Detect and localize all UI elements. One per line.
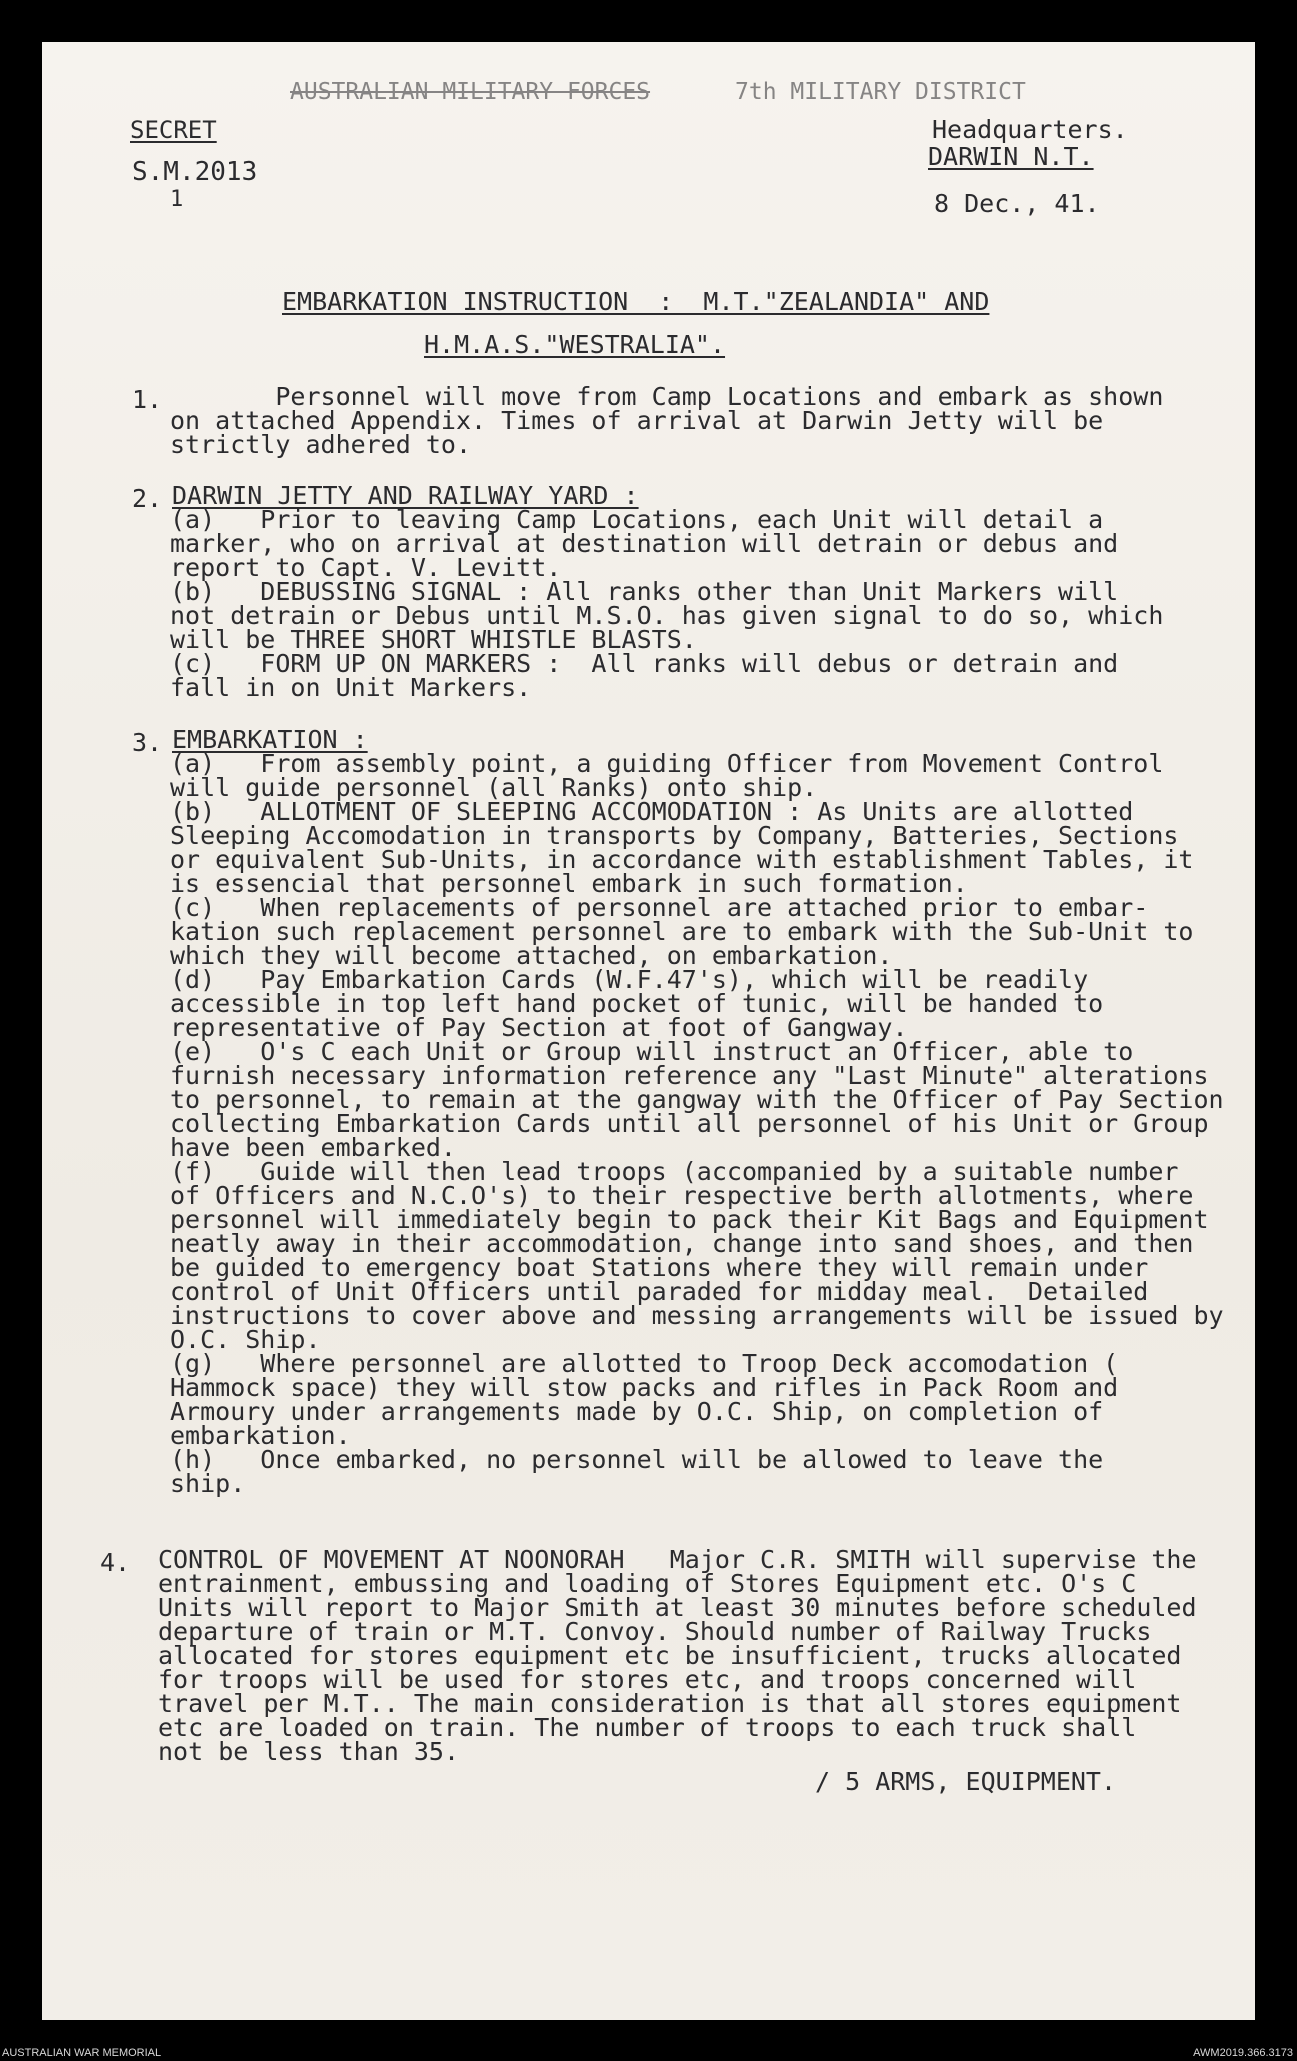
headquarters-label: Headquarters. xyxy=(932,115,1128,144)
text-line: (b) ALLOTMENT OF SLEEPING ACCOMODATION : As Units are allotted xyxy=(170,797,1134,826)
text-line: which they will become attached, on embarkation. xyxy=(170,941,893,970)
text-line: (e) O's C each Unit or Group will instruct an Officer, able to xyxy=(170,1037,1134,1066)
text-line: Units will report to Major Smith at least 30 minutes before scheduled xyxy=(158,1593,1197,1622)
section-4-number: 4. xyxy=(100,1548,131,1577)
section-1-body xyxy=(170,382,1170,459)
text-line: not be less than 35. xyxy=(158,1737,460,1766)
text-line: ship. xyxy=(170,1469,246,1498)
text-line: marker, who on arrival at destination will detrain or debus and xyxy=(170,529,1119,558)
headquarters-location: DARWIN N.T. xyxy=(928,142,1094,171)
text-line: embarkation. xyxy=(170,1421,351,1450)
text-line: kation such replacement personnel are to embark with the Sub-Unit to xyxy=(170,917,1194,946)
text-line: personnel will immediately begin to pack their Kit Bags and Equipment xyxy=(170,1205,1209,1234)
text-line: entrainment, embussing and loading of Stores Equipment etc. O's C xyxy=(158,1569,1137,1598)
text-line: is essencial that personnel embark in such formation. xyxy=(170,869,968,898)
text-line: (h) Once embarked, no personnel will be allowed to leave the xyxy=(170,1445,1104,1474)
org-line: AUSTRALIAN MILITARY FORCES xyxy=(290,79,651,105)
text-line: or equivalent Sub-Units, in accordance with establishment Tables, it xyxy=(170,845,1194,874)
section-2-heading: DARWIN JETTY AND RAILWAY YARD : xyxy=(172,481,639,510)
section-4-body xyxy=(158,1545,1197,1766)
text-line: accessible in top left hand pocket of tunic, will be handed to xyxy=(170,989,1104,1018)
text-line: to personnel, to remain at the gangway with the Officer of Pay Section xyxy=(170,1085,1224,1114)
text-line: representative of Pay Section at foot of Gangway. xyxy=(170,1013,908,1042)
text-line: (f) Guide will then lead troops (accompanied by a suitable number xyxy=(170,1157,1179,1186)
text-line: instructions to cover above and messing arrangements will be issued by xyxy=(170,1301,1224,1330)
text-line: be guided to emergency boat Stations where they will remain under xyxy=(170,1253,1149,1282)
secret-stamp: SECRET xyxy=(130,116,217,144)
text-line: departure of train or M.T. Convoy. Should number of Railway Trucks xyxy=(158,1617,1152,1646)
section-2-body xyxy=(170,505,1170,702)
text-line: fall in on Unit Markers. xyxy=(170,673,532,702)
text-line: neatly away in their accommodation, change into sand shoes, and then xyxy=(170,1229,1194,1258)
footer-accession-number: AWM2019.366.3173 xyxy=(1193,2047,1293,2059)
text-line: O.C. Ship. xyxy=(170,1325,321,1354)
text-line: strictly adhered to. xyxy=(170,430,472,459)
text-line: Sleeping Accomodation in transports by Company, Batteries, Sections xyxy=(170,821,1179,850)
text-line: (c) When replacements of personnel are attached prior to embar- xyxy=(170,893,1149,922)
text-line: etc are loaded on train. The number of troops to each truck shall xyxy=(158,1713,1137,1742)
org-line-2: 7th MILITARY DISTRICT xyxy=(735,79,1026,105)
text-line: of Officers and N.C.O's) to their respective berth allotments, where xyxy=(170,1181,1194,1210)
document-title-2: H.M.A.S."WESTRALIA". xyxy=(424,330,726,359)
reference-number: S.M.2013 xyxy=(132,157,258,187)
text-line: report to Capt. V. Levitt. xyxy=(170,553,562,582)
text-line: (a) From assembly point, a guiding Officer from Movement Control xyxy=(170,749,1164,778)
text-line: collecting Embarkation Cards until all personnel of his Unit or Group xyxy=(170,1109,1209,1138)
text-line: will be THREE SHORT WHISTLE BLASTS. xyxy=(170,625,697,654)
section-3-body xyxy=(170,749,1224,1498)
text-line: (c) FORM UP ON MARKERS : All ranks will debus or detrain and xyxy=(170,649,1119,678)
text-line: (a) Prior to leaving Camp Locations, each Unit will detail a xyxy=(170,505,1104,534)
text-line: CONTROL OF MOVEMENT AT NOONORAH Major C.R. SMITH will supervise the xyxy=(158,1545,1197,1574)
text-line: Armoury under arrangements made by O.C. Ship, on completion of xyxy=(170,1397,1104,1426)
section-2-number: 2. xyxy=(132,484,163,513)
text-line: (d) Pay Embarkation Cards (W.F.47's), which will be readily xyxy=(170,965,1089,994)
text-line: control of Unit Officers until paraded for midday meal. Detailed xyxy=(170,1277,1149,1306)
text-line: allocated for stores equipment etc be insufficient, trucks allocated xyxy=(158,1641,1182,1670)
text-line: for troops will be used for stores etc, and troops concerned will xyxy=(158,1665,1137,1694)
section-3-heading: EMBARKATION : xyxy=(172,725,368,754)
text-line: Personnel will move from Camp Locations and embark as shown xyxy=(170,382,1164,411)
reference-mark: 1 xyxy=(170,187,184,212)
text-line: on attached Appendix. Times of arrival at Darwin Jetty will be xyxy=(170,406,1104,435)
text-line: not detrain or Debus until M.S.O. has given signal to do so, which xyxy=(170,601,1164,630)
section-1-number: 1. xyxy=(132,385,163,414)
text-line: Hammock space) they will stow packs and rifles in Pack Room and xyxy=(170,1373,1119,1402)
text-line: (b) DEBUSSING SIGNAL : All ranks other than Unit Markers will xyxy=(170,577,1119,606)
text-line: furnish necessary information reference any "Last Minute" alterations xyxy=(170,1061,1209,1090)
footer-credit: AUSTRALIAN WAR MEMORIAL xyxy=(2,2047,162,2059)
text-line: travel per M.T.. The main consideration is that all stores equipment xyxy=(158,1689,1182,1718)
section-3-number: 3. xyxy=(132,728,163,757)
text-line: have been embarked. xyxy=(170,1133,456,1162)
text-line: (g) Where personnel are allotted to Troop Deck accomodation ( xyxy=(170,1349,1119,1378)
document-date: 8 Dec., 41. xyxy=(934,189,1100,218)
continuation-note: / 5 ARMS, EQUIPMENT. xyxy=(815,1767,1117,1796)
document-title: EMBARKATION INSTRUCTION : M.T."ZEALANDIA" AND xyxy=(282,287,990,316)
text-line: will guide personnel (all Ranks) onto ship. xyxy=(170,773,818,802)
